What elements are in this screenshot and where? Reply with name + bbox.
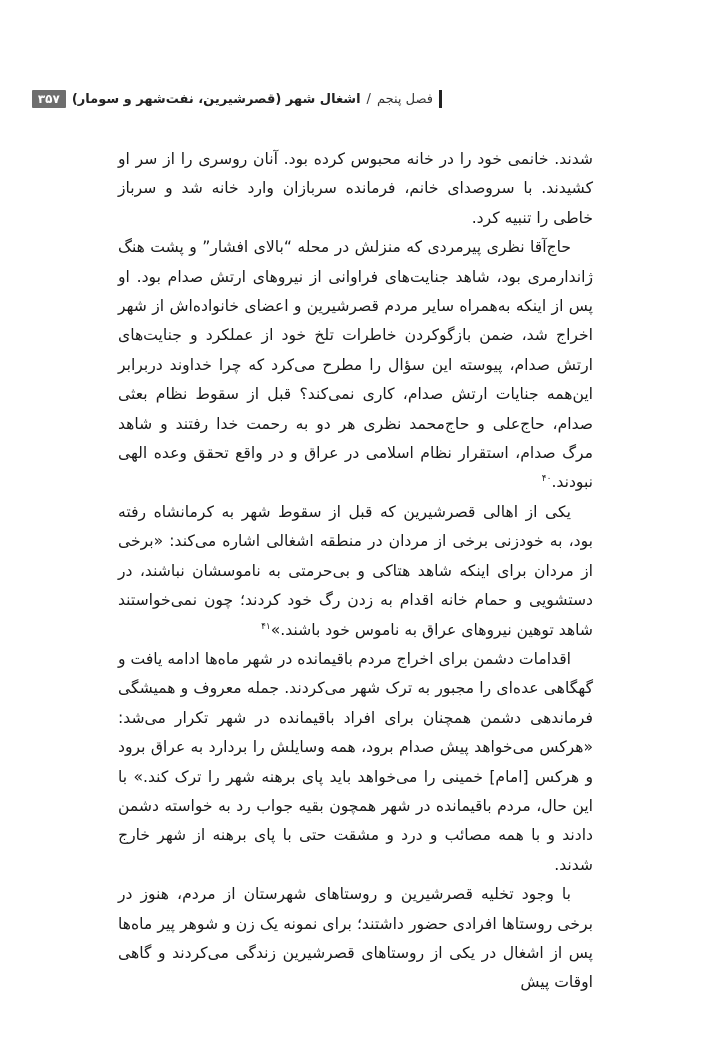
chapter-title: فصل پنجم — [376, 91, 433, 107]
paragraph-4 — [118, 645, 593, 880]
header-separator: / — [366, 91, 371, 107]
paragraph-1 — [118, 145, 593, 233]
footnote-ref: ۴۰ — [541, 474, 552, 485]
paragraph-text: یکی از اهالی قصرشیرین که قبل از سقوط شهر به کرمانشاه رفته بود، به خودزنی برخی از مردان در منطقه اشغالی اشاره می‌کند: «برخی از مردان برای اینکه شاهد هتاکی و بی‌حرمتی به ناموسشان نباشند، در دستشویی و حمام خانه اقدام به زدن رگ خود کردند؛ چون نمی‌خواستند شاهد توهین نیروهای عراق به ناموس خود باشند.» — [118, 502, 593, 639]
body-text — [118, 145, 593, 998]
paragraph-text: حاج‌آقا نظری پیرمردی که منزلش در محله “بالای افشار” و پشت هنگ ژاندارمری بود، شاهد جنایت‌های فراوانی از نیروهای ارتش صدام بود. او پس از اینکه به‌همراه سایر مردم قصرشیرین و اعضای خانواده‌اش از شهر اخراج شد، ضمن بازگوکردن خاطرات تلخ خود از عملکرد و جنایت‌های ارتش صدام، پیوسته این سؤال را مطرح می‌کرد که چرا خداوند دربرابر این‌همه جنایات ارتش صدام، کاری نمی‌کند؟ قبل از سقوط نظام بعثی صدام، حاج‌علی و حاج‌محمد نظری هر دو به رحمت خدا رفتند و شاهد مرگ صدام، استقرار نظام اسلامی در عراق و در واقع تحقق وعده الهی نبودند. — [118, 238, 593, 492]
section-title: اشغال شهر (قصرشیرین، نفت‌شهر و سومار) — [71, 91, 361, 107]
paragraph-5 — [118, 880, 593, 998]
paragraph-2 — [118, 233, 593, 498]
paragraph-text: اقدامات دشمن برای اخراج مردم باقیمانده در شهر ماه‌ها ادامه یافت و گهگاهی عده‌ای را مجبور به ترک شهر می‌کردند. جمله معروف و همیشگی فرماندهی دشمن همچنان برای افراد باقیمانده در شهر تکرار می‌شد: «هرکس می‌خواهد پیش صدام برود، همه وسایلش را بردارد به عراق برود و هرکس [امام] خمینی را می‌خواهد باید پای برهنه شهر را ترک کند.» با این حال، مردم باقیمانده در شهر همچون بقیه جواب رد به خواسته دشمن دادند و با همه مصائب و درد و مشقت حتی با پای برهنه از شهر خارج شدند. — [118, 649, 593, 874]
running-header — [37, 86, 442, 112]
paragraph-text: با وجود تخلیه قصرشیرین و روستاهای شهرستان از مردم، هنوز در برخی روستاها افرادی حضور داشتند؛ برای نمونه یک زن و شوهر پیر ماه‌ها پس از اشغال در یکی از روستاهای قصرشیرین زندگی می‌کردند و گاهی اوقات پیش — [118, 885, 593, 992]
footnote-ref: ۴۱ — [261, 621, 271, 632]
paragraph-3 — [118, 498, 593, 645]
paragraph-text: شدند. خانمی خود را در خانه محبوس کرده بود. آنان روسری را از سر او کشیدند. با سروصدای خانم، فرمانده سربازان وارد خانه شد و سرباز خاطی را تنبیه کرد. — [118, 150, 593, 227]
page-number: ۳۵۷ — [32, 90, 66, 108]
header-rule — [439, 90, 442, 108]
